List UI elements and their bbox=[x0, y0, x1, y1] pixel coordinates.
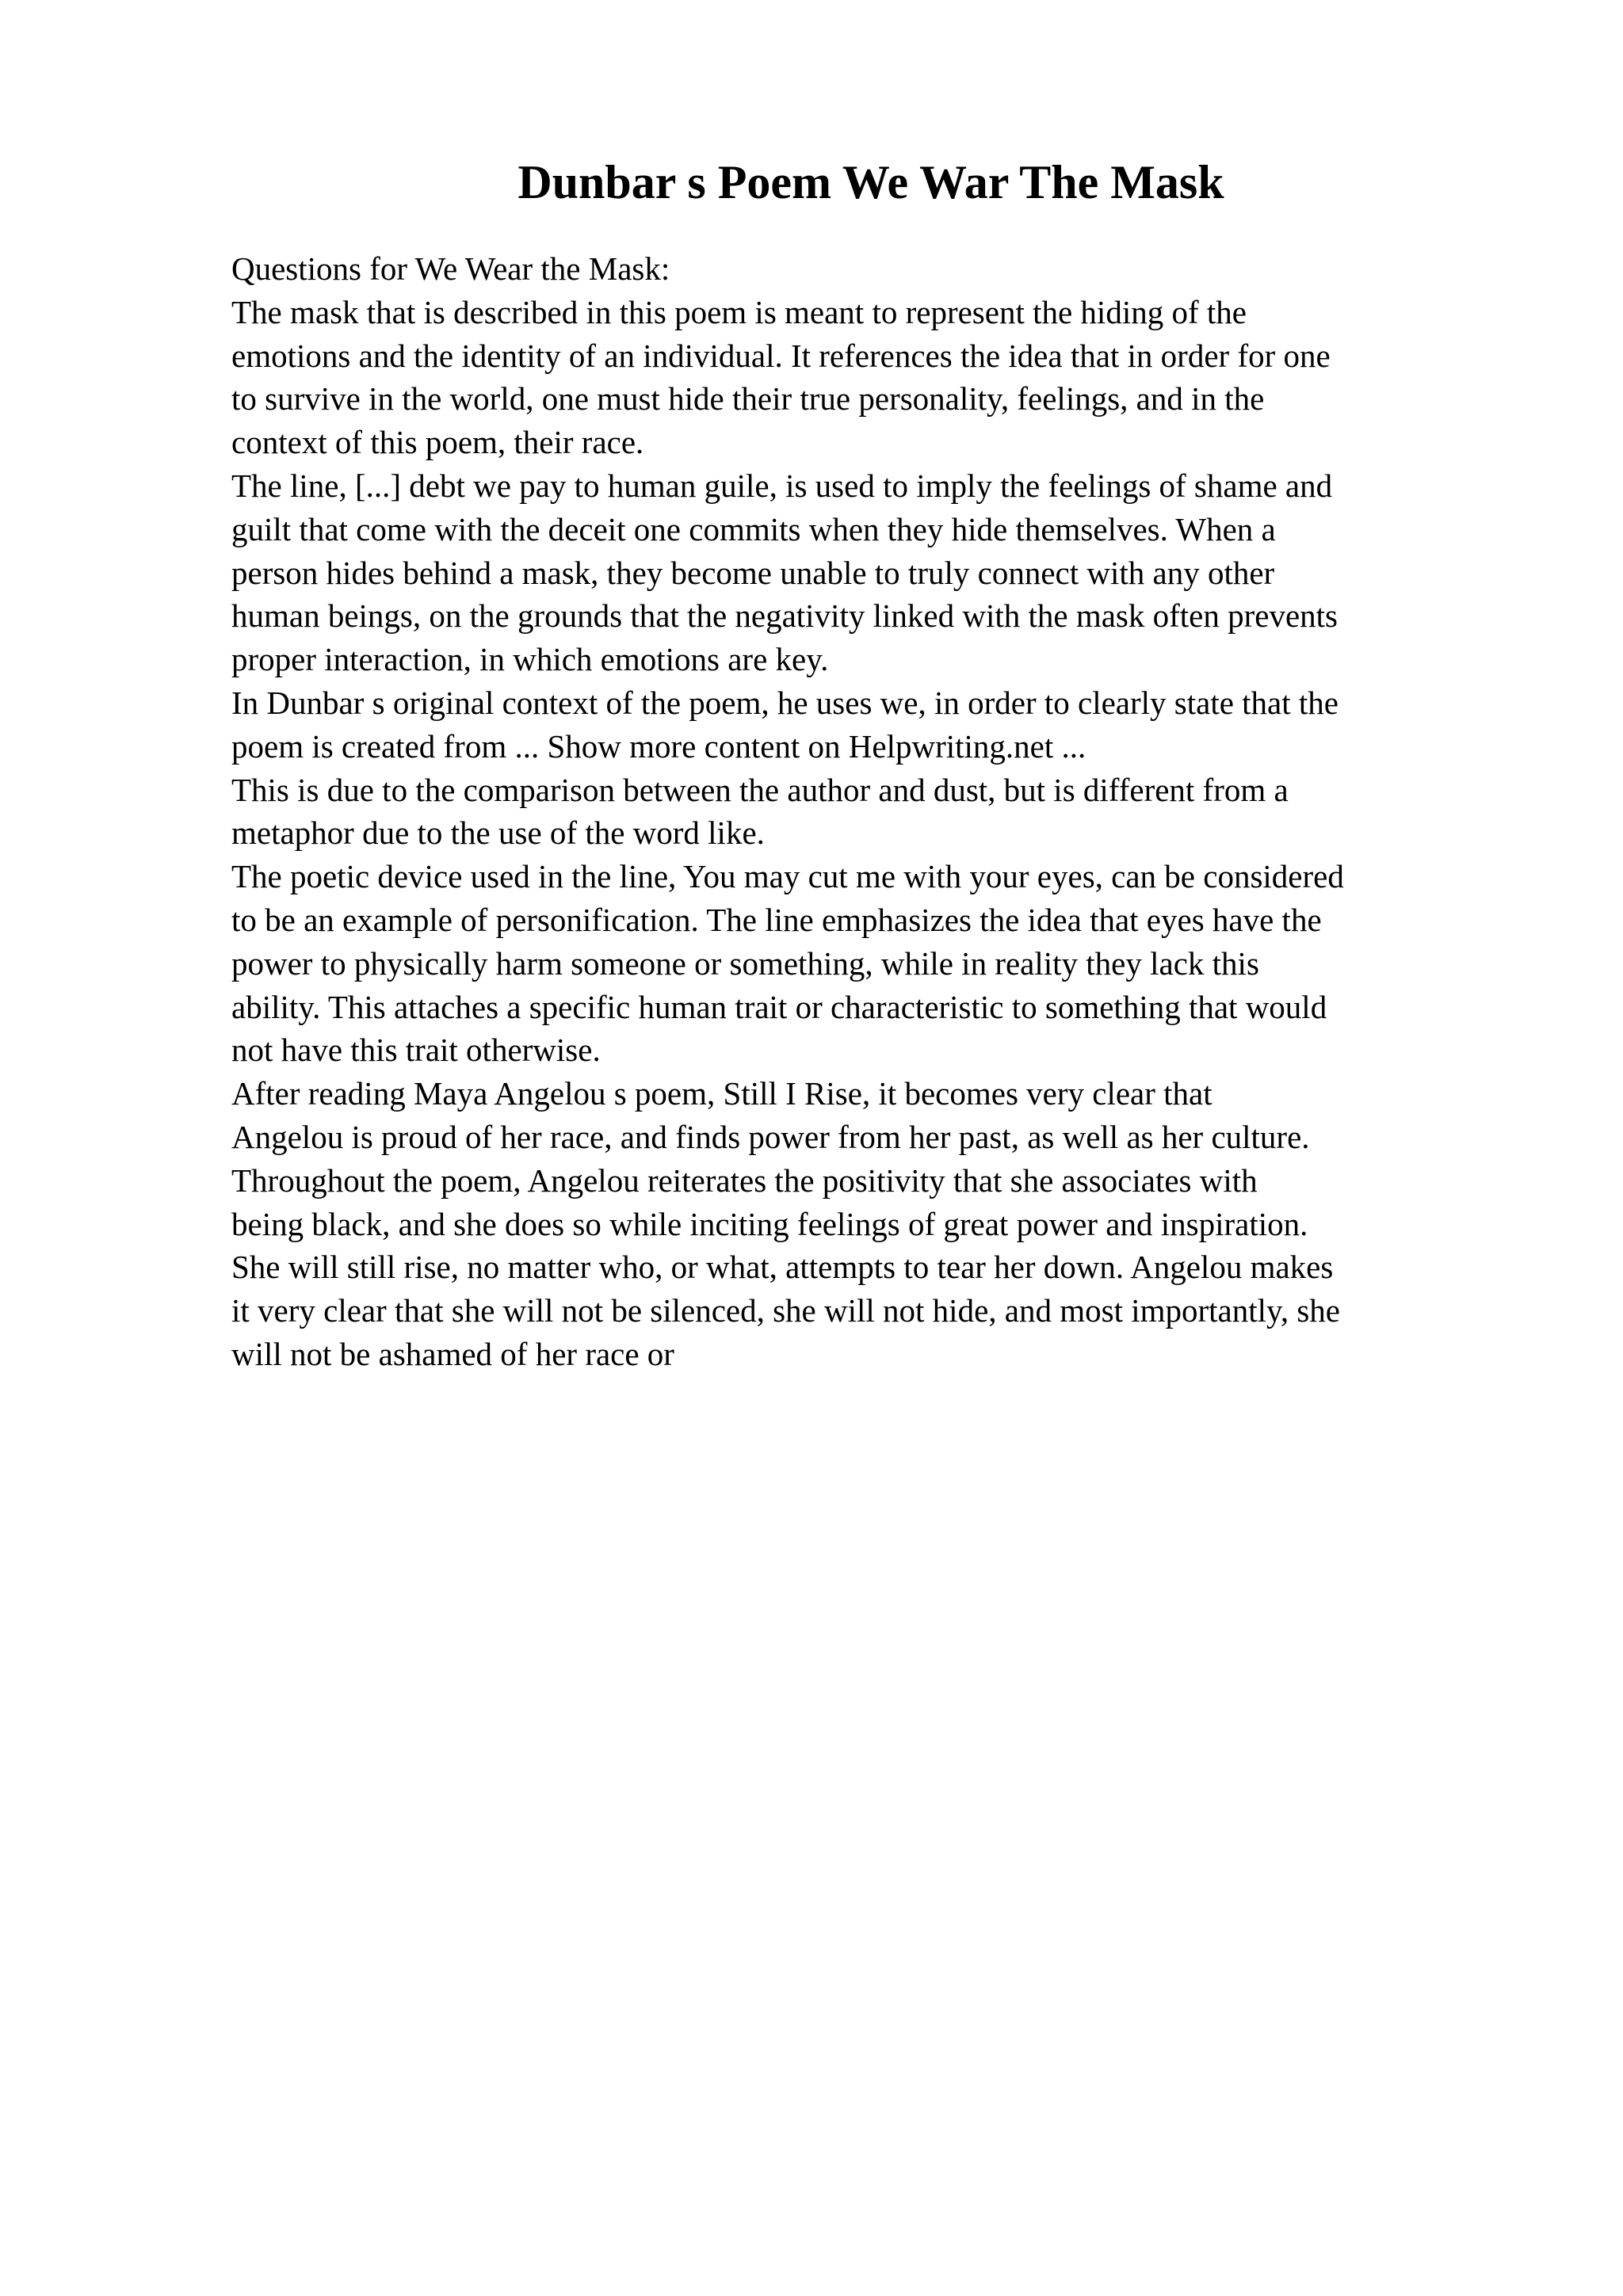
body-line: In Dunbar s original context of the poem, he uses we, in order to clearly state that the bbox=[231, 684, 1338, 721]
body-line: This is due to the comparison between the author and dust, but is different from a bbox=[231, 771, 1289, 808]
body-line: not have this trait otherwise. bbox=[231, 1032, 601, 1069]
body-line: metaphor due to the use of the word like. bbox=[231, 814, 765, 852]
body-line: proper interaction, in which emotions are key. bbox=[231, 641, 829, 678]
body-line: ability. This attaches a specific human trait or characteristic to something that would bbox=[231, 988, 1327, 1025]
body-line: poem is created from ... Show more content on Helpwriting.net ... bbox=[231, 727, 1086, 765]
body-line: power to physically harm someone or something, while in reality they lack this bbox=[231, 944, 1259, 982]
body-line: emotions and the identity of an individual. It references the idea that in order for one bbox=[231, 337, 1331, 374]
body-line: will not be ashamed of her race or bbox=[231, 1335, 674, 1372]
body-line: The line, [...] debt we pay to human guile, is used to imply the feelings of shame and bbox=[231, 467, 1333, 504]
body-line: The mask that is described in this poem is meant to represent the hiding of the bbox=[231, 293, 1247, 330]
body-line: to be an example of personification. The line emphasizes the idea that eyes have the bbox=[231, 901, 1322, 938]
body-line: Angelou is proud of her race, and finds power from her past, as well as her culture. bbox=[231, 1118, 1310, 1155]
body-line: She will still rise, no matter who, or what, attempts to tear her down. Angelou makes bbox=[231, 1249, 1334, 1286]
body-line: it very clear that she will not be silenced, she will not hide, and most importantly, she bbox=[231, 1292, 1341, 1329]
document-title: Dunbar s Poem We War The Mask bbox=[517, 156, 1224, 208]
body-line: person hides behind a mask, they become unable to truly connect with any other bbox=[231, 554, 1275, 591]
body-line: to survive in the world, one must hide their true personality, feelings, and in the bbox=[231, 380, 1265, 418]
body-line: guilt that come with the deceit one commits when they hide themselves. When a bbox=[231, 510, 1276, 547]
body-line: being black, and she does so while inciting feelings of great power and inspiration. bbox=[231, 1205, 1308, 1242]
body-line: human beings, on the grounds that the negativity linked with the mask often prevents bbox=[231, 597, 1338, 635]
body-line: The poetic device used in the line, You may cut me with your eyes, can be considered bbox=[231, 858, 1344, 895]
document-body bbox=[231, 247, 1509, 1376]
body-line: Throughout the poem, Angelou reiterates the positivity that she associates with bbox=[231, 1161, 1258, 1199]
body-line: After reading Maya Angelou s poem, Still I Rise, it becomes very clear that bbox=[231, 1075, 1212, 1112]
body-line: context of this poem, their race. bbox=[231, 424, 644, 461]
body-line: Questions for We Wear the Mask: bbox=[231, 250, 670, 287]
